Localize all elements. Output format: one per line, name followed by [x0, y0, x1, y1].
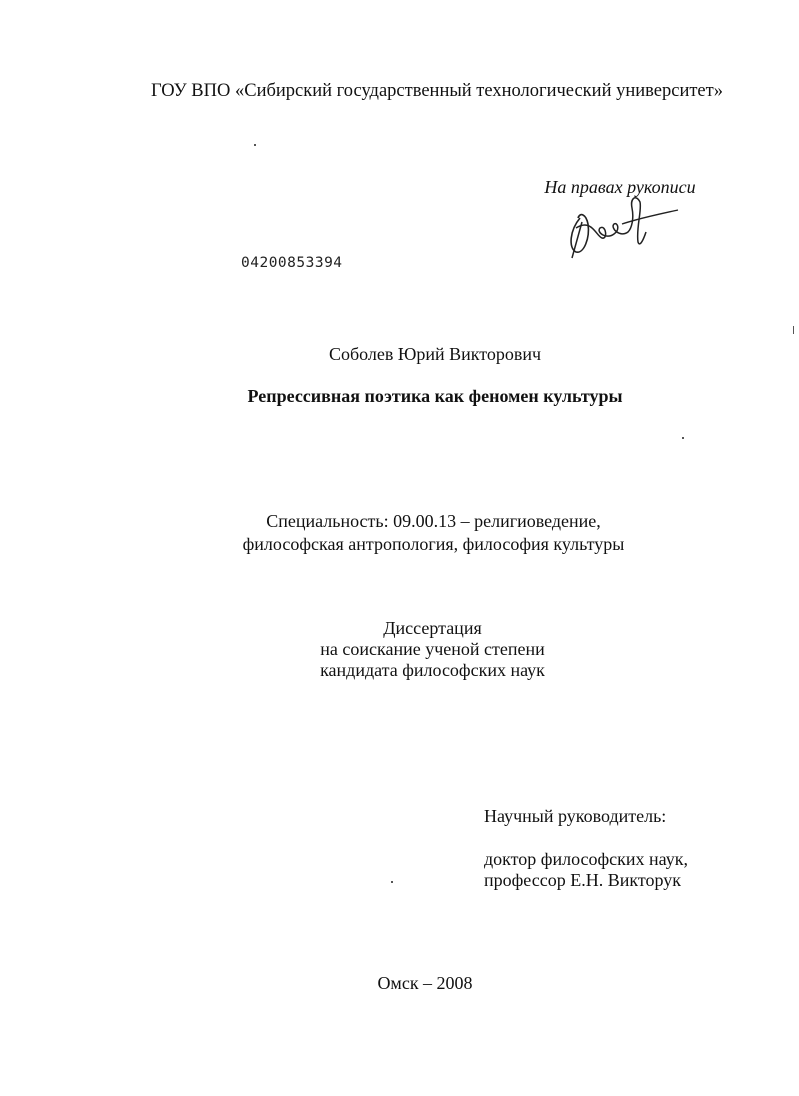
dissertation-title: Репрессивная поэтика как феномен культуры	[247, 386, 623, 406]
manuscript-note: На правах рукописи	[544, 177, 696, 197]
catalog-number: 04200853394	[241, 255, 343, 271]
place-and-year: Омск – 2008	[377, 973, 473, 993]
institution-name: ГОУ ВПО «Сибирский государственный технологический университет»	[151, 81, 723, 101]
advisor-name: профессор Е.Н. Викторук	[484, 870, 681, 890]
scan-speck	[391, 881, 393, 883]
specialty-line-2: философская антропология, философия культуры	[242, 534, 625, 554]
specialty-line-1: Специальность: 09.00.13 – религиоведение,	[266, 511, 601, 531]
advisor-degree: доктор философских наук,	[484, 849, 688, 869]
scan-speck	[682, 437, 684, 439]
author-name: Соболев Юрий Викторович	[328, 344, 542, 364]
advisor-label: Научный руководитель:	[484, 806, 667, 826]
dissertation-degree: кандидата философских наук	[320, 660, 545, 680]
scan-speck	[254, 144, 256, 146]
handwritten-signature	[562, 188, 682, 262]
dissertation-type: Диссертация	[383, 618, 482, 638]
scan-speck	[793, 326, 794, 334]
dissertation-purpose: на соискание ученой степени	[320, 639, 545, 659]
